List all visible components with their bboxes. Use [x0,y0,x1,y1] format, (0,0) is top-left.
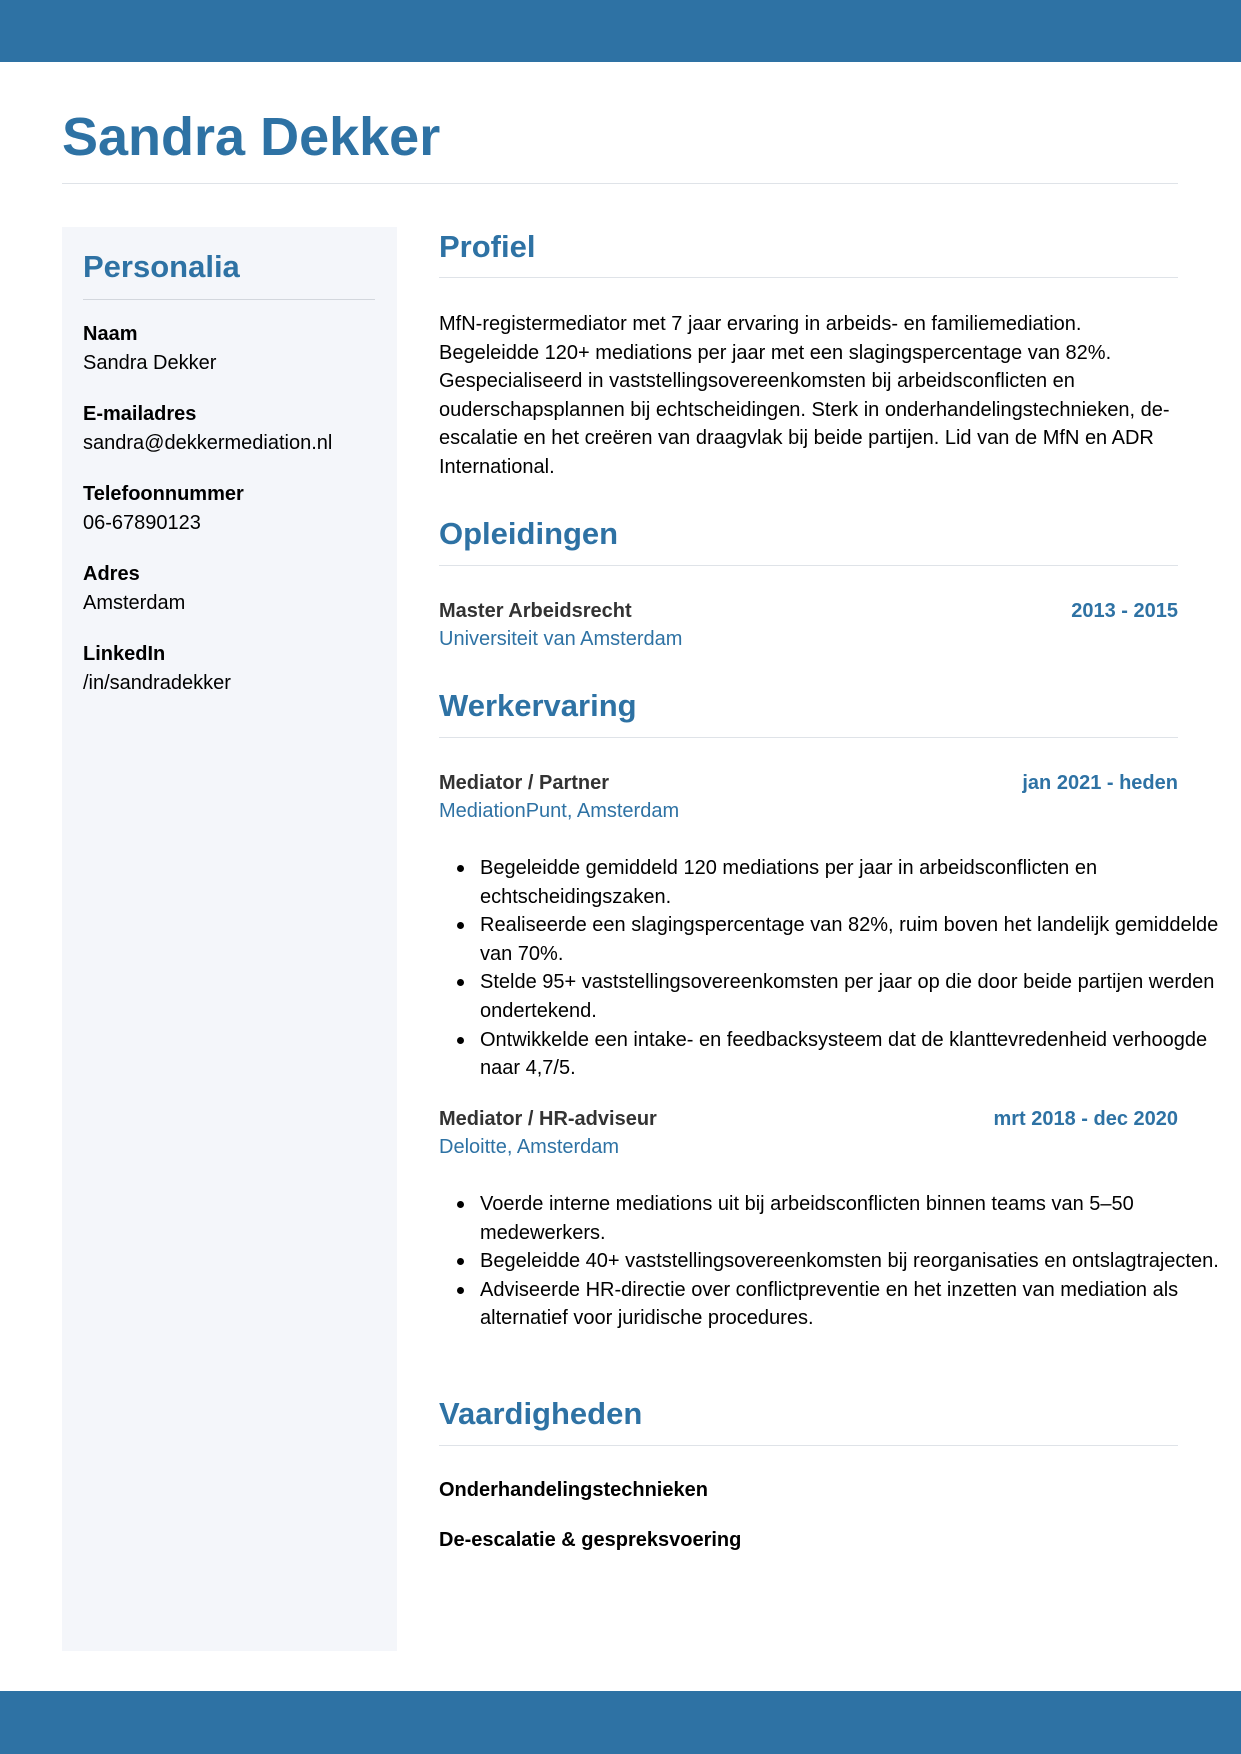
personal-info-list [83,320,383,720]
job-dates: jan 2021 - heden [1022,772,1178,794]
info-item-name [83,320,383,378]
achievement-item: Realiseerde een slagingspercentage van 82%, ruim boven het landelijk gemiddelde van 70%. [480,911,1219,968]
info-label: E-mailadres [83,403,197,425]
section-title-profile: Profiel [439,229,536,264]
info-value: /in/sandradekker [83,672,231,694]
section-divider [439,565,1178,566]
skill-item: Onderhandelingstechnieken [439,1479,708,1501]
degree-title: Master Arbeidsrecht [439,600,632,622]
info-item-linkedin [83,640,383,698]
info-item-address [83,560,383,618]
sidebar-divider [83,299,375,300]
section-divider [439,277,1178,278]
achievement-item: Ontwikkelde een intake- en feedbacksysteem dat de klanttevredenheid verhoogde naar 4,7/5. [480,1026,1219,1083]
company-name: MediationPunt, Amsterdam [439,800,680,822]
header-bar [0,0,1241,62]
name-divider [62,183,1178,184]
job-achievements [439,854,1219,1083]
job-title: Mediator / Partner [439,772,610,794]
info-item-email [83,400,383,458]
education-dates: 2013 - 2015 [1071,600,1178,622]
info-label: Naam [83,323,138,345]
job-entry-header [439,1105,1178,1134]
profile-text: MfN-registermediator met 7 jaar ervaring in arbeids- en familiemediation. Begeleidde 120+ mediations per jaar met een slagingspercentage van 82%. Gespecialiseerd in vaststellingsovereenkomsten bij arbeidsconflicten en ouderschapsplannen bij echtscheidingen. Sterk in onderhandelingstechnieken, de-escalatie en het creëren van draagvlak bij beide partijen. Lid van de MfN en ADR International. [439,313,1170,478]
info-label: Telefoonnummer [83,483,244,505]
footer-bar [0,1691,1241,1754]
personal-info-sidebar [62,227,397,1651]
section-title-skills: Vaardigheden [439,1396,643,1431]
section-title-education: Opleidingen [439,516,619,551]
job-title: Mediator / HR-adviseur [439,1108,657,1130]
info-value: Amsterdam [83,592,186,614]
info-value: sandra@dekkermediation.nl [83,432,333,454]
candidate-name: Sandra Dekker [62,107,441,167]
achievement-item: Stelde 95+ vaststellingsovereenkomsten per jaar op die door beide partijen werden ondertekend. [480,968,1219,1025]
achievement-item: Adviseerde HR-directie over conflictpreventie en het inzetten van mediation als alternatief voor juridische procedures. [480,1276,1219,1333]
sidebar-title: Personalia [83,249,240,284]
section-divider [439,737,1178,738]
education-entry-header [439,597,1178,626]
info-label: LinkedIn [83,643,166,665]
job-entry-header [439,769,1178,798]
achievement-item: Begeleidde 40+ vaststellingsovereenkomsten bij reorganisaties en ontslagtrajecten. [480,1247,1219,1276]
info-item-phone [83,480,383,538]
info-value: 06-67890123 [83,512,201,534]
section-title-experience: Werkervaring [439,688,637,723]
info-value: Sandra Dekker [83,352,217,374]
section-divider [439,1445,1178,1446]
info-label: Adres [83,563,140,585]
skill-item: De-escalatie & gespreksvoering [439,1529,742,1551]
company-name: Deloitte, Amsterdam [439,1136,620,1158]
job-achievements [439,1190,1219,1333]
job-dates: mrt 2018 - dec 2020 [993,1108,1178,1130]
achievement-item: Voerde interne mediations uit bij arbeidsconflicten binnen teams van 5–50 medewerkers. [480,1190,1219,1247]
school-name: Universiteit van Amsterdam [439,628,683,650]
achievement-item: Begeleidde gemiddeld 120 mediations per jaar in arbeidsconflicten en echtscheidingszaken. [480,854,1219,911]
